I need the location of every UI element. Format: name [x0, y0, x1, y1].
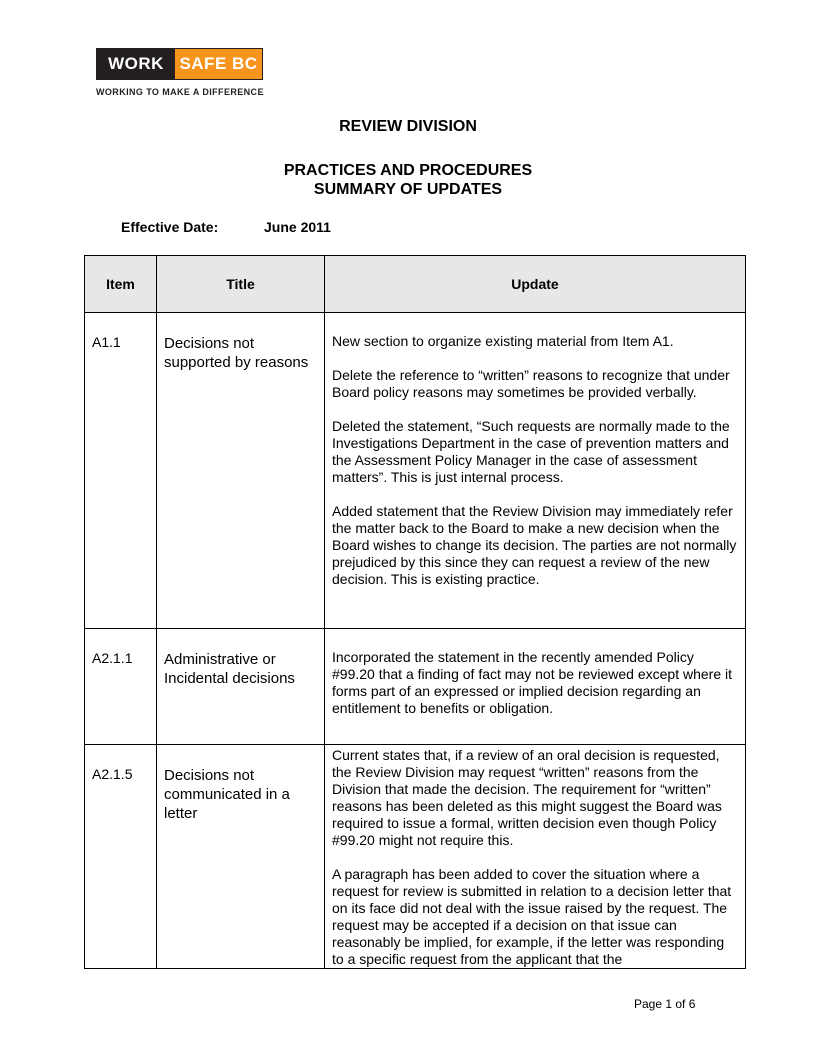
table-header-row: [85, 256, 746, 313]
update-paragraph: Deleted the statement, “Such requests are normally made to the Investigations Department in the case of prevention matters and the Assessment Policy Manager in the case of assessment matters”. This is just internal process.: [332, 418, 730, 485]
column-header-title: Title: [157, 256, 325, 313]
title-cell: Administrative or Incidental decisions: [157, 629, 325, 745]
title-cell: Decisions not communicated in a letter: [157, 745, 325, 969]
update-paragraph: Delete the reference to “written” reasons to recognize that under Board policy reasons may sometimes be provided verbally.: [332, 367, 730, 400]
item-cell: A2.1.5: [85, 745, 157, 969]
update-paragraph: Added statement that the Review Division may immediately refer the matter back to the Board to make a new decision when the Board wishes to change its decision. The parties are not normally prejudiced by this since they can request a review of the new decision. This is existing practice.: [332, 503, 737, 587]
column-header-update: Update: [325, 256, 746, 313]
update-cell: [325, 313, 746, 629]
update-paragraph: A paragraph has been added to cover the situation where a request for review is submitted in relation to a decision letter that on its face did not deal with the issue raised by the request. The request may be accepted if a decision on that issue can reasonably be implied, for example, if the letter was responding to a specific request from the applicant that the: [332, 866, 732, 967]
document-title-line1: PRACTICES AND PROCEDURES: [283, 162, 533, 179]
logo-tagline: WORKING TO MAKE A DIFFERENCE: [96, 87, 264, 97]
logo-wordmark: [96, 48, 263, 80]
logo-safebc-text: SAFE BC: [175, 49, 262, 79]
effective-date: [121, 219, 331, 235]
update-cell: [325, 745, 746, 969]
document-title-line2: SUMMARY OF UPDATES: [313, 181, 503, 198]
update-cell: [325, 629, 746, 745]
page-number: Page 1 of 6: [634, 997, 696, 1011]
title-cell: Decisions not supported by reasons: [157, 313, 325, 629]
item-cell: A1.1: [85, 313, 157, 629]
updates-table: [84, 255, 746, 969]
table-row: [85, 629, 746, 745]
effective-date-value: June 2011: [264, 219, 331, 235]
division-heading: REVIEW DIVISION: [339, 118, 477, 135]
update-paragraph: Incorporated the statement in the recently amended Policy #99.20 that a finding of fact may not be reviewed except where it forms part of an expressed or implied decision regarding an entitlement to benefits or obligation.: [332, 649, 733, 716]
item-cell: A2.1.1: [85, 629, 157, 745]
logo-work-text: WORK: [97, 49, 175, 79]
worksafebc-logo: [96, 48, 264, 97]
table-row: [85, 313, 746, 629]
column-header-item: Item: [85, 256, 157, 313]
effective-date-label: Effective Date:: [121, 219, 219, 235]
update-paragraph: Current states that, if a review of an oral decision is requested, the Review Division may request “written” reasons from the Division that made the decision. The requirement for “written” reasons has been deleted as this might suggest the Board was required to issue a formal, written decision even though Policy #99.20 might not require this.: [332, 747, 722, 848]
update-paragraph: New section to organize existing material from Item A1.: [332, 333, 674, 349]
table-row: [85, 745, 746, 969]
